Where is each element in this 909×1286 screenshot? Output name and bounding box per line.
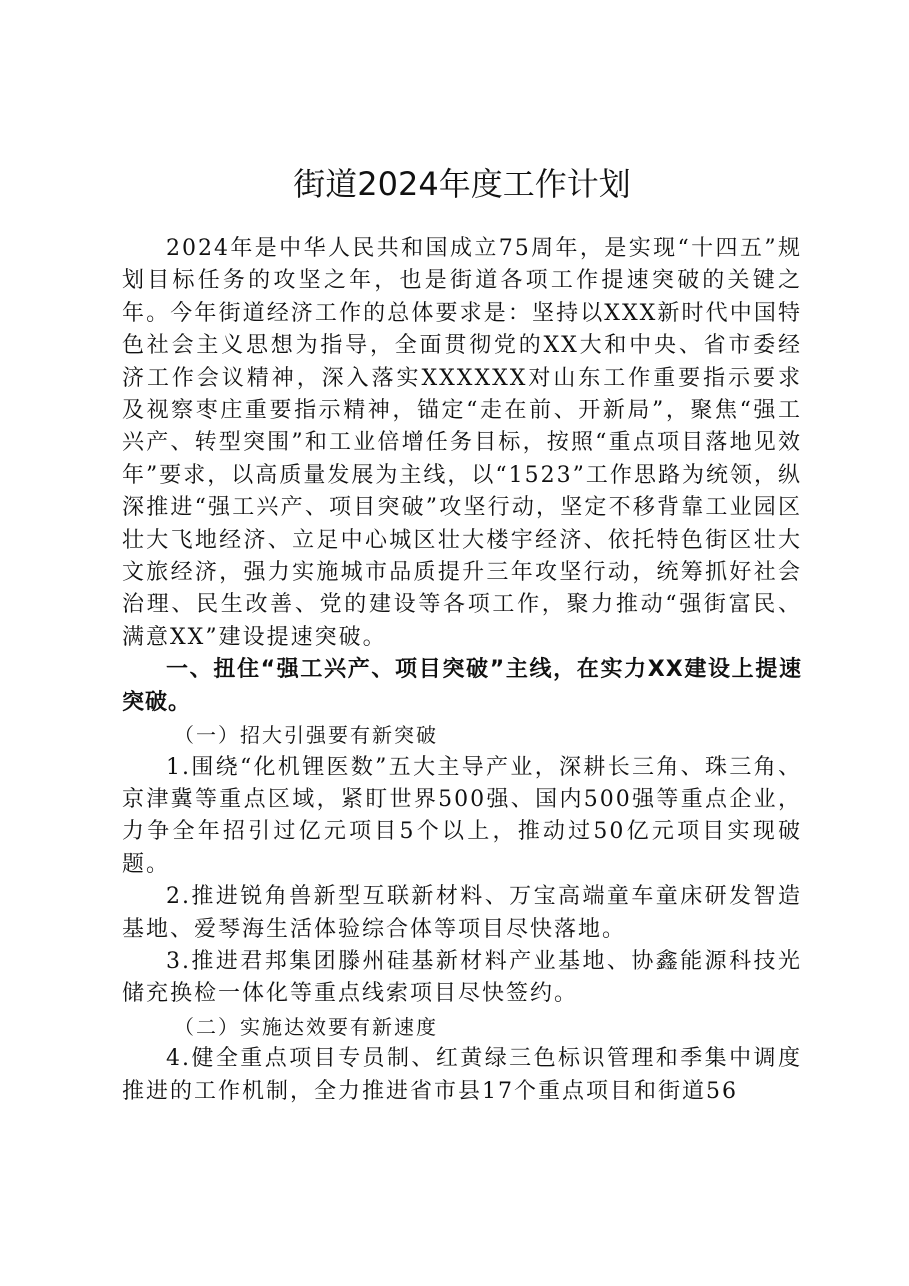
list-item: 3.推进君邦集团滕州硅基新材料产业基地、协鑫能源科技光储充换检一体化等重点线索项目尽快签约。: [122, 948, 802, 1007]
section-heading: 一、扭住“强工兴产、项目突破”主线，在实力XX建设上提速突破。: [122, 657, 802, 715]
list-item: 4.健全重点项目专员制、红黄绿三色标识管理和季集中调度推进的工作机制，全力推进省市县17个重点项目和街道56: [122, 1046, 802, 1104]
document-body: [122, 160, 802, 1108]
intro-paragraph: 2024年是中华人民共和国成立75周年，是实现“十四五”规划目标任务的攻坚之年，也是街道各项工作提速突破的关键之年。今年街道经济工作的总体要求是：坚持以XXX新时代中国特色社会主义思想为指导，全面贯彻党的XX大和中央、省市委经济工作会议精神，深入落实XXXXXX对山东工作重要指示要求及视察枣庄重要指示精神，锚定“走在前、开新局”，聚焦“强工兴产、转型突围”和工业倍增任务目标，按照“重点项目落地见效年”要求，以高质量发展为主线，以“1523”工作思路为统领，纵深推进“强工兴产、项目突破”攻坚行动，坚定不移背靠工业园区壮大飞地经济、立足中心城区壮大楼宇经济、依托特色街区壮大文旅经济，强力实施城市品质提升三年攻坚行动，统筹抓好社会治理、民生改善、党的建设等各项工作，聚力推动“强街富民、满意XX”建设提速突破。: [122, 236, 802, 650]
list-item: 2.推进锐角兽新型互联新材料、万宝高端童车童床研发智造基地、爱琴海生活体验综合体等项目尽快落地。: [122, 884, 802, 942]
subsection-heading: （一）招大引强要有新突破: [174, 723, 438, 748]
subsection-heading: （二）实施达效要有新速度: [174, 1014, 438, 1039]
document-title: 街道2024年度工作计划: [293, 165, 631, 203]
list-item: 1.围绕“化机锂医数”五大主导产业，深耕长三角、珠三角、京津冀等重点区域，紧盯世界500强、国内500强等重点企业，力争全年招引过亿元项目5个以上，推动过50亿元项目实现破题。: [122, 754, 802, 877]
